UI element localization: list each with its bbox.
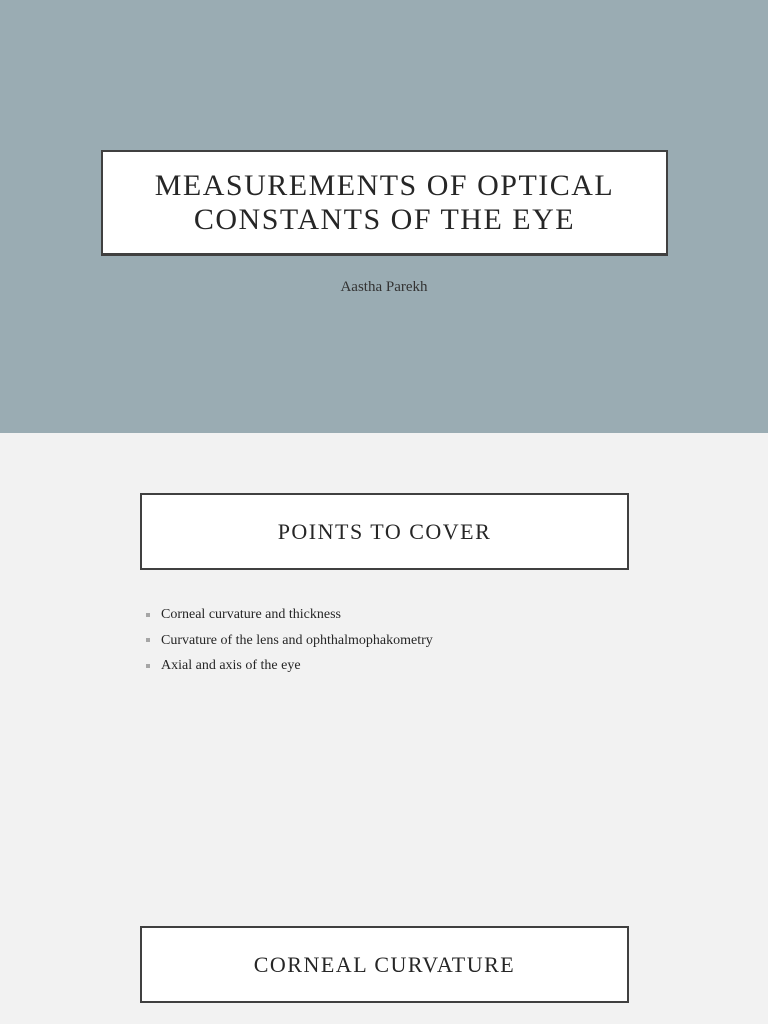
title-box [101, 150, 668, 256]
corneal-slide [0, 866, 768, 1024]
points-heading: POINTS TO COVER [277, 518, 492, 544]
bullet-text: Curvature of the lens and ophthalmophakometry [161, 632, 433, 648]
points-slide [0, 433, 768, 866]
list-item [146, 628, 433, 654]
bullet-icon [146, 664, 150, 668]
bullet-text: Corneal curvature and thickness [161, 607, 341, 622]
bullet-text: Axial and axis of the eye [161, 658, 301, 673]
bullet-icon [146, 638, 150, 642]
corneal-heading: CORNEAL CURVATURE [253, 951, 516, 977]
author-name: Aastha Parekh [340, 279, 428, 295]
presentation-title: MEASUREMENTS OF OPTICAL CONSTANTS OF THE EYE [154, 168, 615, 236]
list-item [146, 653, 433, 679]
bullet-icon [146, 613, 150, 617]
title-slide [0, 0, 768, 433]
points-heading-box [140, 493, 629, 570]
corneal-heading-box [140, 926, 629, 1003]
points-list [146, 602, 433, 679]
list-item [146, 602, 433, 628]
